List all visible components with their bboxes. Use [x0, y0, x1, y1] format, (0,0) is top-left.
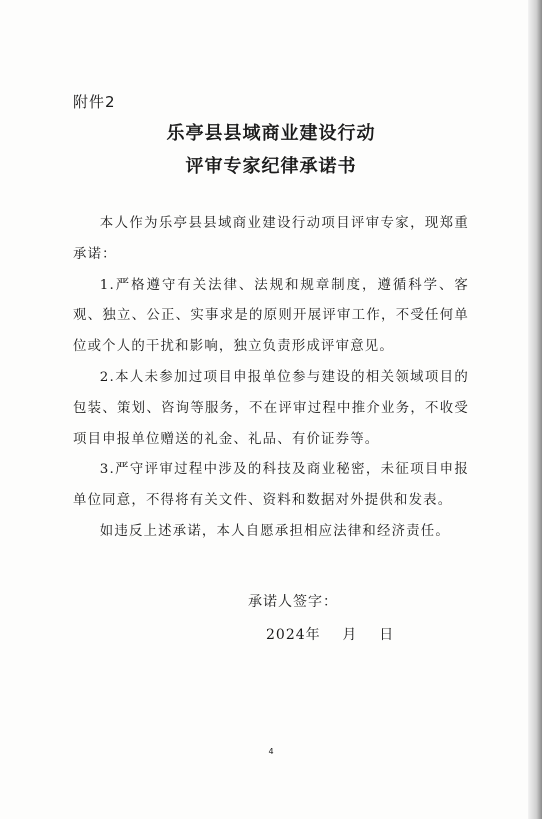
title-line-1: 乐亭县县域商业建设行动	[166, 123, 376, 144]
commitment-item-2: 2.本人未参加过项目申报单位参与建设的相关领域项目的包装、策划、咨询等服务，不在评审过程中推介业务，不收受项目申报单位赠送的礼金、礼品、有价证券等。	[73, 369, 469, 447]
attachment-label: 附件2	[73, 93, 116, 111]
commitment-item-1: 1.严格遵守有关法律、法规和规章制度，遵循科学、客观、独立、公正、实事求是的原则开展评审工作，不受任何单位或个人的干扰和影响，独立负责形成评审意见。	[73, 277, 469, 355]
liability-paragraph: 如违反上述承诺，本人自愿承担相应法律和经济责任。	[99, 523, 450, 539]
title-line-2: 评审专家纪律承诺书	[185, 156, 357, 177]
signature-label: 承诺人签字：	[248, 594, 338, 610]
commitment-body	[73, 209, 469, 548]
commitment-item-3: 3.严守评审过程中涉及的科技及商业秘密，未征项目申报单位同意，不得将有关文件、资料和数据对外提供和发表。	[73, 462, 469, 509]
date-line: 2024年 月 日	[266, 627, 395, 643]
page-number: 4	[268, 747, 274, 756]
intro-paragraph: 本人作为乐亭县县域商业建设行动项目评审专家，现郑重承诺：	[73, 216, 469, 262]
